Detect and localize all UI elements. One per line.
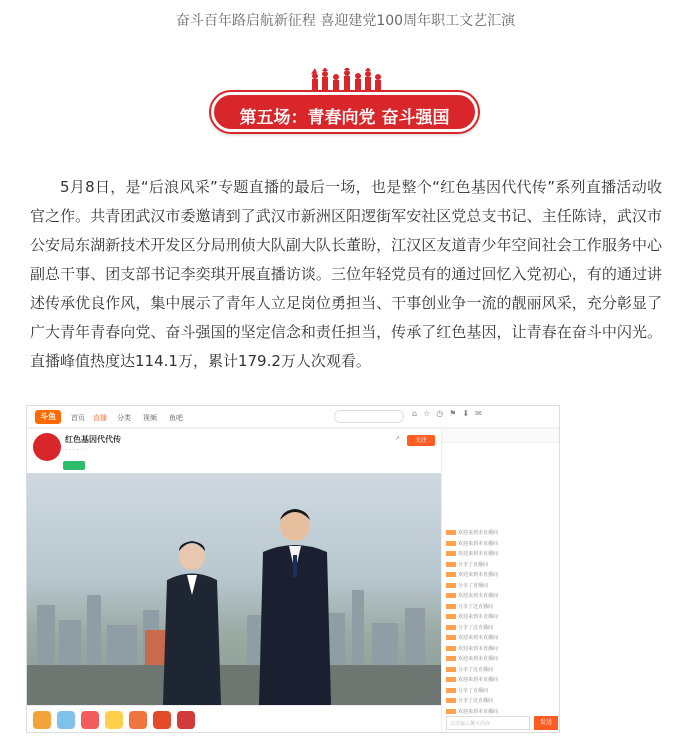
chat-message [446,550,498,557]
chat-message [446,613,498,620]
chat-message-text: 欢迎来到本直播间 [458,572,499,578]
user-level-badge [446,646,456,651]
officer-female [157,535,227,705]
livestream-screenshot [26,405,560,733]
gift-icon[interactable] [129,711,147,729]
chat-message-text: 分享了这直播间 [458,666,494,673]
article-paragraph: 5月8日，是“后浪风采”专题直播的最后一场，也是整个“红色基因代代传”系列直播活动收官之作。共青团武汉市委邀请到了武汉市新洲区阳逻街军安社区党总支书记、主任陈诗，武汉市公安局东湖新技术开发区分局刑侦大队副大队长董盼，江汉区友道青少年空间社会工作服务中心副总干事、团支部书记李奕琪开展直播访谈。三位年轻党员有的通过回忆入党初心，有的通过讲述传承优良作风，集中展示了青年人立足岗位勇担当、干事创业争一流的靓丽风采，充分彰显了广大青年青春向党、奋斗强国的坚定信念和责任担当，传承了红色基因，让青春在奋斗中闪光。直播峰值热度达114.1万，累计179.2万人次观看。 [30,178,662,370]
gift-bar [27,705,441,733]
chat-message [446,634,498,641]
chat-message [446,708,498,715]
chat-message-text: 分享了直播间 [458,561,489,568]
room-info [27,429,441,473]
chat-message-text: 欢迎来到本直播间 [458,656,499,662]
section-banner [211,92,478,132]
chat-message [446,582,488,589]
chat-message [446,571,498,578]
nav-item-home[interactable]: 首页 [71,414,85,422]
chat-message-text: 分享了直播间 [458,687,489,694]
chat-message-text: 欢迎来到本直播间 [458,635,499,641]
chat-message-text: 分享了这直播间 [458,624,494,631]
share-icon[interactable]: ↗ [395,435,401,442]
user-level-badge [446,604,456,609]
user-level-badge [446,688,456,693]
gift-icon[interactable] [57,711,75,729]
user-level-badge [446,583,456,588]
user-level-badge [446,709,456,714]
stream-nav-bar [27,406,560,428]
chat-message [446,540,498,547]
chat-input[interactable]: 这里输入聊天内容 [446,716,530,730]
celebration-crowd-icon [309,68,383,94]
video-player[interactable] [27,473,441,705]
user-level-badge [446,541,456,546]
room-meta: · · · · · · [65,447,86,454]
user-level-badge [446,614,456,619]
level-badge [63,461,85,470]
user-level-badge [446,656,456,661]
gift-icon[interactable] [33,711,51,729]
city-skyline [27,575,441,665]
follow-button[interactable]: 关注 [407,435,435,446]
nav-item-category[interactable]: 分类 [117,414,131,422]
user-level-badge [446,572,456,577]
chat-message [446,645,498,652]
chat-message [446,561,488,568]
gift-icon[interactable] [177,711,195,729]
chat-message-text: 分享了直播间 [458,582,489,589]
user-level-badge [446,698,456,703]
chat-message-text: 欢迎来到本直播间 [458,593,499,599]
search-input[interactable] [334,410,404,423]
chat-message [446,666,493,673]
chat-message [446,687,488,694]
section-banner-label: 第五场：青春向党 奋斗强国 [239,108,450,128]
user-level-badge [446,551,456,556]
nav-item-video[interactable]: 视频 [143,414,157,422]
user-level-badge [446,562,456,567]
chat-message-text: 分享了这直播间 [458,698,494,704]
officer-male [255,500,335,705]
user-level-badge [446,625,456,630]
nav-item-forum[interactable]: 鱼吧 [169,414,183,422]
studio-floor [27,665,441,705]
user-level-badge [446,677,456,682]
chat-message [446,592,498,599]
chat-message [446,655,498,662]
chat-message-text: 欢迎来到本直播间 [458,614,499,620]
chat-message-text: 欢迎来到本直播间 [458,530,499,536]
chat-sidebar [441,429,560,733]
nav-icons: ⌂☆◷⚑⬇✉ [412,409,488,418]
gift-icon[interactable] [81,711,99,729]
room-title: 红色基因代代传 [65,435,121,444]
user-level-badge [446,635,456,640]
user-level-badge [446,667,456,672]
nav-item-live[interactable]: 直播 [93,414,107,422]
chat-message-text: 欢迎来到本直播间 [458,551,499,557]
gift-icon[interactable] [105,711,123,729]
chat-message-text: 欢迎来到本直播间 [458,677,499,683]
chat-message [446,697,493,704]
chat-message [446,603,493,610]
gift-icon[interactable] [153,711,171,729]
chat-header [442,429,560,443]
chat-message-text: 欢迎来到本直播间 [458,708,499,715]
send-button[interactable]: 发送 [534,716,558,730]
chat-message [446,676,498,683]
user-level-badge [446,593,456,598]
page-title: 奋斗百年路启航新征程 喜迎建党100周年职工文艺汇演 [175,13,516,29]
chat-message [446,624,493,631]
user-level-badge [446,530,456,535]
chat-message-text: 分享了这直播间 [458,603,494,610]
chat-message-text: 欢迎来到本直播间 [458,540,499,547]
site-logo: 斗鱼 [35,410,61,424]
chat-message [446,529,498,536]
streamer-avatar [33,433,61,461]
chat-message-text: 欢迎来到本直播间 [458,645,499,652]
